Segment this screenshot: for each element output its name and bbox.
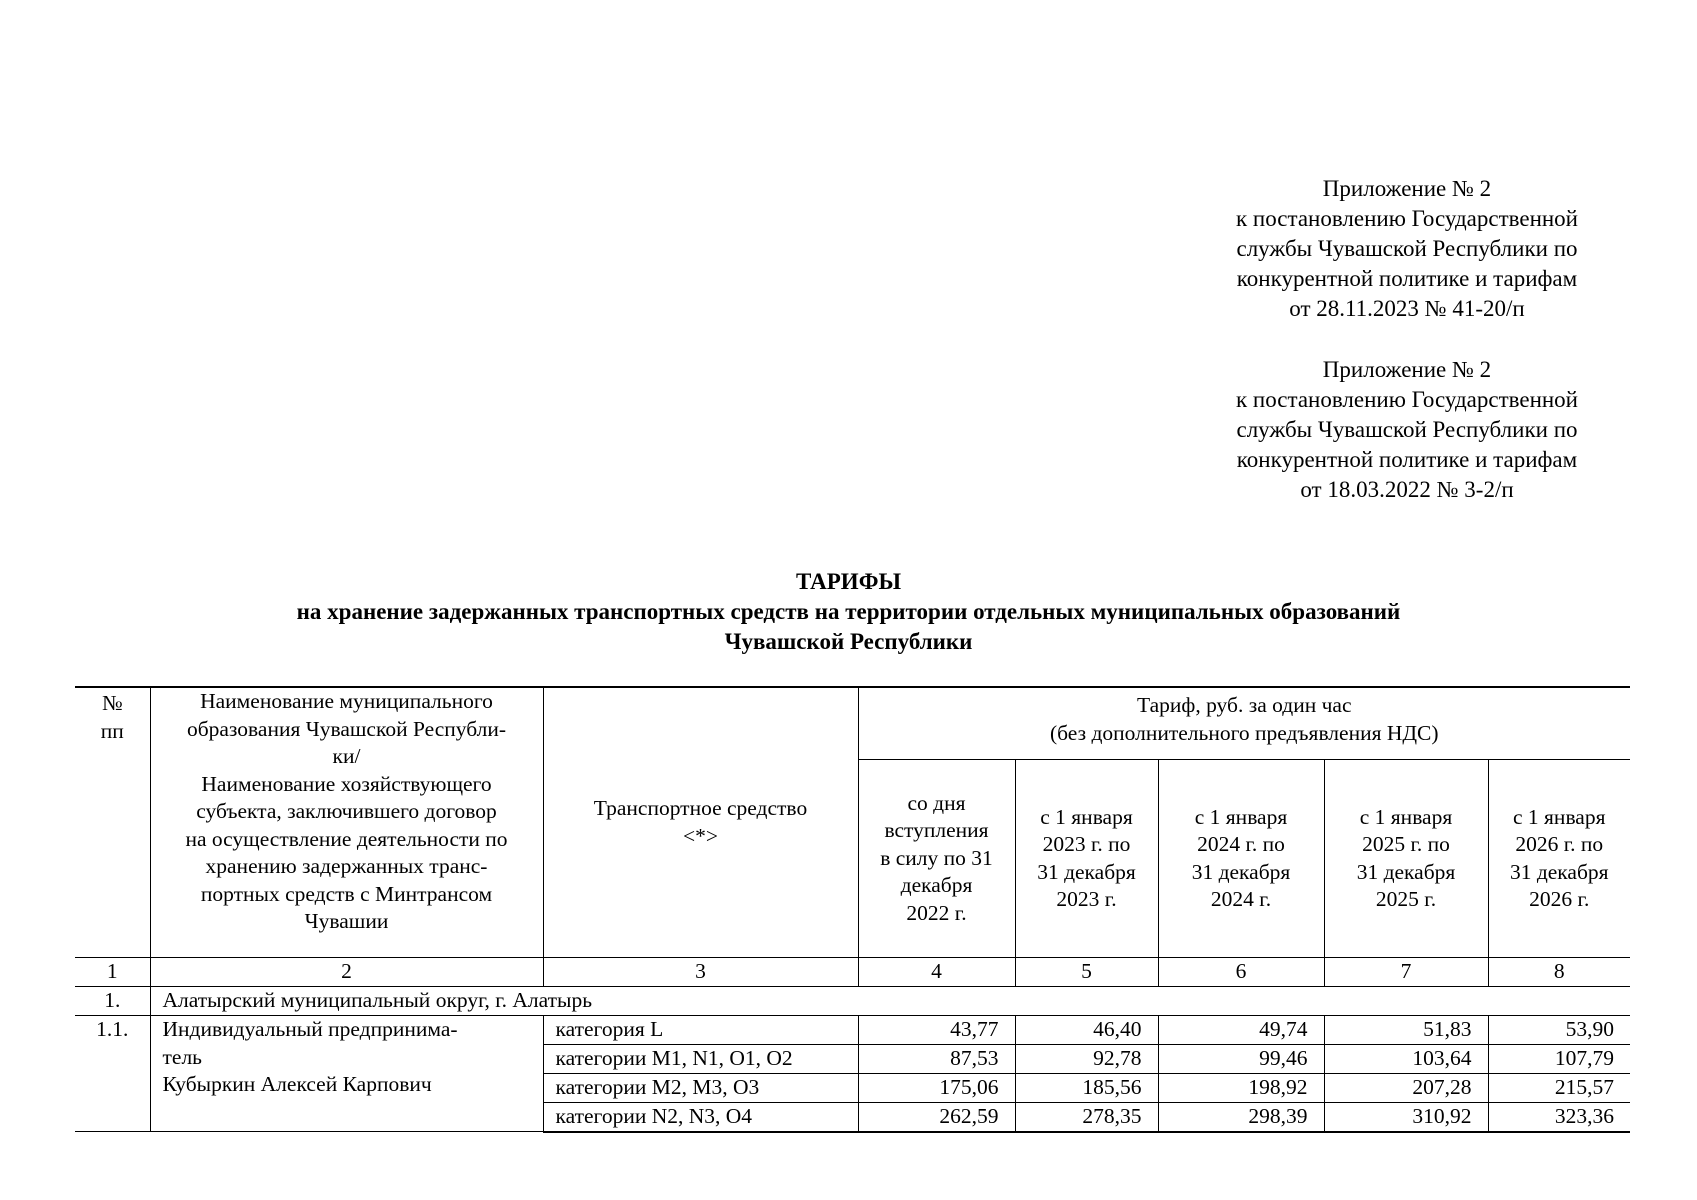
appendix-line: к постановлению Государственной	[1236, 206, 1578, 231]
tariff-value: 46,40	[1015, 1016, 1158, 1045]
appendix-line: Приложение № 2	[1322, 357, 1492, 382]
section-name: Алатырский муниципальный округ, г. Алатырь	[150, 987, 1630, 1016]
tariff-value: 107,79	[1488, 1045, 1630, 1074]
tariff-value: 92,78	[1015, 1045, 1158, 1074]
column-number: 1	[75, 958, 150, 987]
tariff-value: 53,90	[1488, 1016, 1630, 1045]
tariff-value: 99,46	[1158, 1045, 1324, 1074]
tariff-value: 49,74	[1158, 1016, 1324, 1045]
tariff-value: 207,28	[1324, 1074, 1488, 1103]
tariff-value: 215,57	[1488, 1074, 1630, 1103]
appendix-line: к постановлению Государственной	[1236, 387, 1578, 412]
header-period: со дня вступления в силу по 31 декабря 2022 г.	[858, 760, 1015, 958]
tariff-value: 87,53	[858, 1045, 1015, 1074]
title-line: на хранение задержанных транспортных средств на территории отдельных муниципальных образований	[296, 599, 1401, 624]
header-period: с 1 января 2024 г. по 31 декабря 2024 г.	[1158, 760, 1324, 958]
vehicle-category: категория L	[543, 1016, 858, 1045]
appendix-line: службы Чувашской Республики по	[1236, 417, 1578, 442]
vehicle-category: категории M1, N1, O1, O2	[543, 1045, 858, 1074]
entry-num: 1.1.	[75, 1016, 150, 1132]
tariff-value: 310,92	[1324, 1103, 1488, 1132]
tariffs-table	[75, 686, 1630, 1133]
tariff-value: 198,92	[1158, 1074, 1324, 1103]
section-row	[75, 987, 1630, 1016]
tariff-value: 323,36	[1488, 1103, 1630, 1132]
header-tariff: Тариф, руб. за один час (без дополнительного предъявления НДС)	[858, 687, 1630, 760]
appendix-previous	[1197, 355, 1617, 505]
column-number: 4	[858, 958, 1015, 987]
column-number: 5	[1015, 958, 1158, 987]
vehicle-category: категории M2, M3, O3	[543, 1074, 858, 1103]
vehicle-category: категории N2, N3, O4	[543, 1103, 858, 1132]
column-number: 3	[543, 958, 858, 987]
appendix-line: конкурентной политике и тарифам	[1236, 266, 1578, 291]
column-number: 7	[1324, 958, 1488, 987]
header-name: Наименование муниципального образования Чувашской Республи- ки/ Наименование хозяйствующего субъекта, заключившего договор на осуществление деятельности по хранению задержанных транс- портных средств с Минтрансом Чувашии	[150, 687, 543, 958]
column-number: 8	[1488, 958, 1630, 987]
appendix-line: конкурентной политике и тарифам	[1236, 447, 1578, 472]
appendix-current	[1197, 174, 1617, 324]
appendix-line: от 28.11.2023 № 41-20/п	[1289, 296, 1525, 321]
header-period: с 1 января 2025 г. по 31 декабря 2025 г.	[1324, 760, 1488, 958]
tariff-value: 262,59	[858, 1103, 1015, 1132]
appendix-line: от 18.03.2022 № 3-2/п	[1300, 477, 1514, 502]
column-numbers-row	[75, 958, 1630, 987]
title-line: Чувашской Республики	[724, 629, 973, 654]
document-title	[0, 567, 1697, 657]
title-main: ТАРИФЫ	[795, 569, 902, 594]
section-num: 1.	[75, 987, 150, 1016]
tariff-value: 185,56	[1015, 1074, 1158, 1103]
header-period: с 1 января 2026 г. по 31 декабря 2026 г.	[1488, 760, 1630, 958]
header-row	[75, 687, 1630, 760]
table-row	[75, 1016, 1630, 1045]
tariff-value: 103,64	[1324, 1045, 1488, 1074]
header-num: № пп	[75, 687, 150, 958]
appendix-line: Приложение № 2	[1322, 176, 1492, 201]
column-number: 6	[1158, 958, 1324, 987]
tariff-value: 298,39	[1158, 1103, 1324, 1132]
appendix-line: службы Чувашской Республики по	[1236, 236, 1578, 261]
tariff-value: 51,83	[1324, 1016, 1488, 1045]
tariff-value: 43,77	[858, 1016, 1015, 1045]
header-vehicle: Транспортное средство <*>	[543, 687, 858, 958]
tariff-value: 175,06	[858, 1074, 1015, 1103]
tariff-value: 278,35	[1015, 1103, 1158, 1132]
header-period: с 1 января 2023 г. по 31 декабря 2023 г.	[1015, 760, 1158, 958]
column-number: 2	[150, 958, 543, 987]
entry-name: Индивидуальный предпринима- тель Кубыркин Алексей Карпович	[150, 1016, 543, 1132]
